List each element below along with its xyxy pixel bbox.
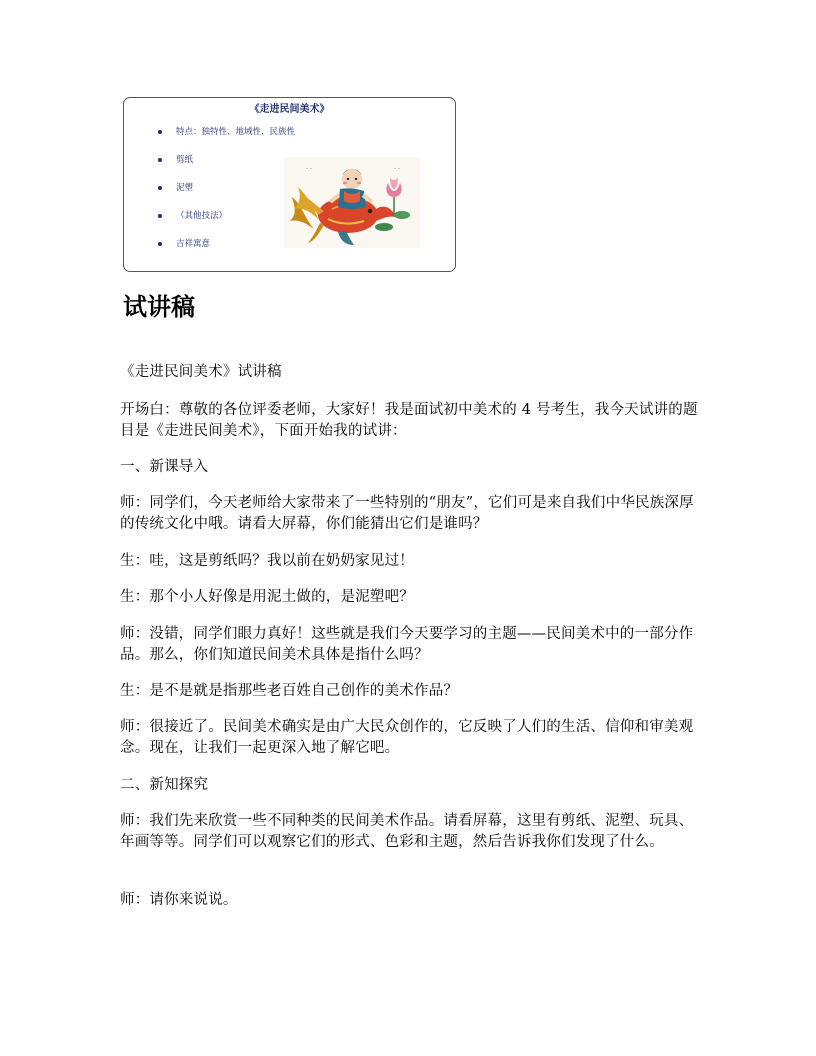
slide-title: 《走进民间美术》 [249,104,330,115]
slide-bullet: （其他技法） [158,210,295,238]
document-heading: 试讲稿 [123,293,195,321]
lesson-slide-thumbnail [123,97,456,272]
paragraph: 师：我们先来欣赏一些不同种类的民间美术作品。请看屏幕，这里有剪纸、泥塑、玩具、年画等等。同学们可以观察它们的形式、色彩和主题，然后告诉我你们发现了什么。 [120,813,694,850]
paragraph: 师：同学们，今天老师给大家带来了一些特别的“朋友”，它们可是来自我们中华民族深厚的传统文化中哦。请看大屏幕，你们能猜出它们是谁吗？ [120,495,694,532]
slide-bullet: 泥塑 [158,182,295,210]
paragraph: 师：很接近了。民间美术确实是由广大民众创作的，它反映了人们的生活、信仰和审美观念。现在，让我们一起更深入地了解它吧。 [120,719,694,756]
slide-bullet: 剪纸 [158,154,295,182]
nianhua-boy-with-carp-image [284,157,420,248]
script-title: 《走进民间美术》试讲稿 [120,364,282,380]
section-heading: 二、新知探究 [120,777,209,793]
slide-bullet: 特点：独特性、地域性、民族性 [158,126,295,154]
paragraph: 生：是不是就是指那些老百姓自己创作的美术作品？ [120,683,459,699]
paragraph: 开场白：尊敬的各位评委老师，大家好！我是面试初中美术的 4 号考生，我今天试讲的题目是《走进民间美术》，下面开始我的试讲： [120,402,698,439]
section-heading: 一、新课导入 [120,459,209,475]
slide-bullet: 吉祥寓意 [158,238,295,266]
svg-text:· ·: · · [394,166,400,173]
svg-text:· ·: · · [306,166,312,173]
paragraph: 生：哇，这是剪纸吗？我以前在奶奶家见过！ [120,553,414,569]
paragraph: 生：那个小人好像是用泥土做的，是泥塑吧？ [120,589,414,605]
paragraph: 师：没错，同学们眼力真好！这些就是我们今天要学习的主题——民间美术中的一部分作品。那么，你们知道民间美术具体是指什么吗？ [120,626,694,663]
slide-bullet-list [158,126,295,266]
paragraph: 师：请你来说说。 [120,892,238,908]
